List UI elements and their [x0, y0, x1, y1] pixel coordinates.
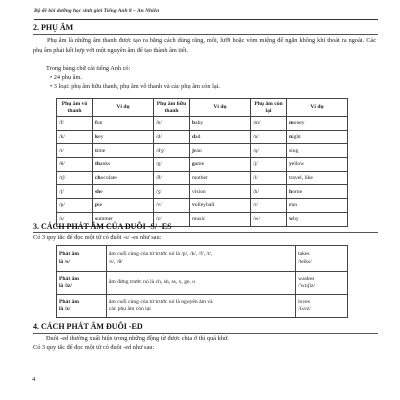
example-rest: orne — [292, 188, 303, 195]
example-word-cell — [190, 171, 251, 185]
example-word-cell — [93, 171, 154, 185]
example-highlight: j — [192, 147, 194, 154]
bullet-consonant-count: • 24 phụ âm. — [50, 74, 82, 81]
header-example: Ví dụ — [93, 99, 154, 117]
header-voiceless: Phụ âm vô thanh — [57, 99, 93, 117]
example-rest: aby — [195, 120, 204, 127]
section-4-title: 4. CÁCH PHÁT ÂM ĐUÔI -ED — [33, 322, 143, 331]
example-highlight: w — [289, 216, 294, 223]
example-word-cell — [93, 144, 154, 158]
phoneme-cell: /l/ — [251, 171, 287, 185]
s-es-rules-table — [56, 245, 348, 318]
consonant-table — [56, 98, 348, 227]
example-word-cell — [287, 117, 348, 131]
example-highlight: s — [95, 216, 98, 223]
section-3-title: 3. CÁCH PHÁT ÂM CỦA ĐUÔI -S/ -ES — [33, 222, 172, 231]
phoneme-cell: /b/ — [154, 117, 190, 131]
example-rest: ummer — [97, 216, 114, 223]
example-rest: oney — [293, 120, 305, 127]
example-word-cell — [190, 117, 251, 131]
example-word-cell — [190, 212, 251, 226]
table-row — [57, 199, 348, 213]
rule-example: loves /lʌvz/ — [296, 295, 348, 318]
rule-example: washes /'wɒʃiz/ — [296, 272, 348, 295]
header-example: Ví dụ — [190, 99, 251, 117]
example-word-cell — [93, 130, 154, 144]
example-rest: ellow — [291, 161, 305, 168]
phoneme-cell: /θ/ — [57, 158, 93, 172]
example-rest: ame — [194, 161, 205, 168]
phoneme-cell: /ʃ/ — [57, 185, 93, 199]
header-example: Ví dụ — [287, 99, 348, 117]
running-header: Bộ đề bồi dưỡng học sinh giỏi Tiếng Anh 8 – An Nhiên — [34, 8, 160, 14]
example-highlight: m — [289, 120, 294, 127]
table-row — [57, 272, 348, 295]
example-rest: un — [96, 120, 103, 127]
phoneme-cell: /v/ — [154, 199, 190, 213]
header-remaining: Phụ âm còn lại — [251, 99, 287, 117]
example-word-cell — [287, 158, 348, 172]
example-highlight: t — [95, 147, 97, 154]
example-rest: ight — [292, 134, 301, 141]
example-rest: travel, like — [289, 175, 313, 182]
example-word-cell — [93, 117, 154, 131]
phoneme-cell: /tʃ/ — [57, 171, 93, 185]
example-word-cell — [287, 199, 348, 213]
example-rest: vision — [192, 188, 206, 195]
example-highlight: sh — [95, 188, 101, 195]
example-word-cell — [190, 130, 251, 144]
example-highlight: p — [95, 202, 99, 209]
example-word-cell — [287, 130, 348, 144]
example-highlight: y — [289, 161, 292, 168]
section-3-intro: Có 3 quy tắc để đọc một từ có đuôi -s/ -es như sau: — [33, 234, 162, 241]
table-row — [57, 185, 348, 199]
phoneme-cell: /g/ — [154, 158, 190, 172]
phoneme-cell: /w/ — [251, 212, 287, 226]
example-word-cell — [190, 144, 251, 158]
header-voiced: Phụ âm hữu thanh — [154, 99, 190, 117]
example-rest: music — [192, 216, 206, 223]
example-rest: ie — [98, 202, 103, 209]
example-word-cell — [287, 144, 348, 158]
example-highlight: n — [289, 134, 293, 141]
example-word-cell — [190, 185, 251, 199]
section-2-line: Trong bảng chữ cái tiếng Anh có: — [46, 65, 131, 72]
phoneme-cell: /f/ — [57, 117, 93, 131]
phoneme-cell: /ŋ/ — [251, 144, 287, 158]
example-rest: un — [291, 202, 298, 209]
section-4-line-2: Có 3 quy tắc để đọc một từ có đuôi -ed như sau: — [33, 344, 155, 351]
example-rest: anks — [99, 161, 111, 168]
example-word-cell — [93, 158, 154, 172]
table-row — [57, 158, 348, 172]
example-rest: sing — [289, 147, 299, 154]
phoneme-cell: /dʒ/ — [154, 144, 190, 158]
example-highlight: h — [289, 188, 293, 195]
example-rest: ime — [96, 147, 106, 154]
phoneme-cell: /ʒ/ — [154, 185, 190, 199]
example-rest: ean — [193, 147, 202, 154]
section-2-rule — [33, 34, 378, 35]
example-highlight: g — [192, 161, 195, 168]
rule-description: âm cuối cùng của từ trước nó là /p/, /k/, /f/, /t/, /s/, /θ/ — [106, 246, 295, 272]
example-highlight: d — [192, 134, 196, 141]
example-highlight: k — [95, 134, 99, 141]
example-highlight: f — [95, 120, 97, 127]
example-highlight: b — [192, 120, 196, 127]
example-rest: ey — [98, 134, 104, 141]
example-rest: e — [100, 188, 103, 195]
example-word-cell — [93, 185, 154, 199]
table-row — [57, 295, 348, 318]
phoneme-cell: /j/ — [251, 158, 287, 172]
phoneme-cell: /p/ — [57, 199, 93, 213]
phoneme-cell: /h/ — [251, 185, 287, 199]
rule-description: âm đứng trước nó là ch, sh, ss, x, ge, o — [106, 272, 295, 295]
example-word-cell — [190, 199, 251, 213]
table-row — [57, 130, 348, 144]
example-highlight: ch — [95, 175, 101, 182]
phoneme-cell: /d/ — [154, 130, 190, 144]
example-word-cell — [190, 158, 251, 172]
phoneme-cell: /n/ — [251, 130, 287, 144]
example-word-cell — [287, 212, 348, 226]
bullet-consonant-types: • 3 loại: phụ âm hữu thanh, phụ âm vô thanh và các phụ âm còn lại. — [50, 83, 220, 90]
header-rule — [34, 19, 378, 20]
phoneme-cell: /t/ — [57, 144, 93, 158]
example-highlight: th — [95, 161, 100, 168]
example-rest: olleyball — [194, 202, 215, 209]
rule-label: Phát âm là /z/ — [57, 295, 107, 318]
page-number: 4 — [32, 376, 36, 383]
phoneme-cell: /k/ — [57, 130, 93, 144]
phoneme-cell: /s/ — [57, 212, 93, 226]
example-word-cell — [93, 199, 154, 213]
phoneme-cell: /ð/ — [154, 171, 190, 185]
table-row — [57, 171, 348, 185]
phoneme-cell: /m/ — [251, 117, 287, 131]
phoneme-cell: /z/ — [154, 212, 190, 226]
section-4-line-1: Đuôi -ed thường xuất hiện trong những động từ được chia ở thì quá khứ. — [46, 335, 229, 342]
table-header-row — [57, 99, 348, 117]
table-row — [57, 117, 348, 131]
example-word-cell — [287, 185, 348, 199]
example-word-cell — [287, 171, 348, 185]
phoneme-cell: /r/ — [251, 199, 287, 213]
rule-example: takes /teiks/ — [296, 246, 348, 272]
example-highlight: r — [289, 202, 292, 209]
example-highlight: v — [192, 202, 195, 209]
rule-description: âm cuối cùng của từ trước nó là nguyên âm và các phụ âm còn lại — [106, 295, 295, 318]
example-rest: ad — [195, 134, 201, 141]
rule-label: Phát âm là /iz/ — [57, 272, 107, 295]
example-rest: hy — [293, 216, 299, 223]
table-row — [57, 144, 348, 158]
table-row — [57, 246, 348, 272]
example-rest: mother — [192, 175, 208, 182]
rule-label: Phát âm là /s/ — [57, 246, 107, 272]
example-rest: ocolate — [100, 175, 117, 182]
section-2-paragraph: Phụ âm là những âm thanh được tạo ra bằng cách dùng răng, môi, lưỡi hoặc vòm miệng để ngăn không khí thoát ra ngoài. Các phụ âm phải kết hợp với một nguyên âm để tạo thành âm tiết. — [33, 37, 376, 54]
section-2-title: 2. PHỤ ÂM — [33, 23, 74, 32]
